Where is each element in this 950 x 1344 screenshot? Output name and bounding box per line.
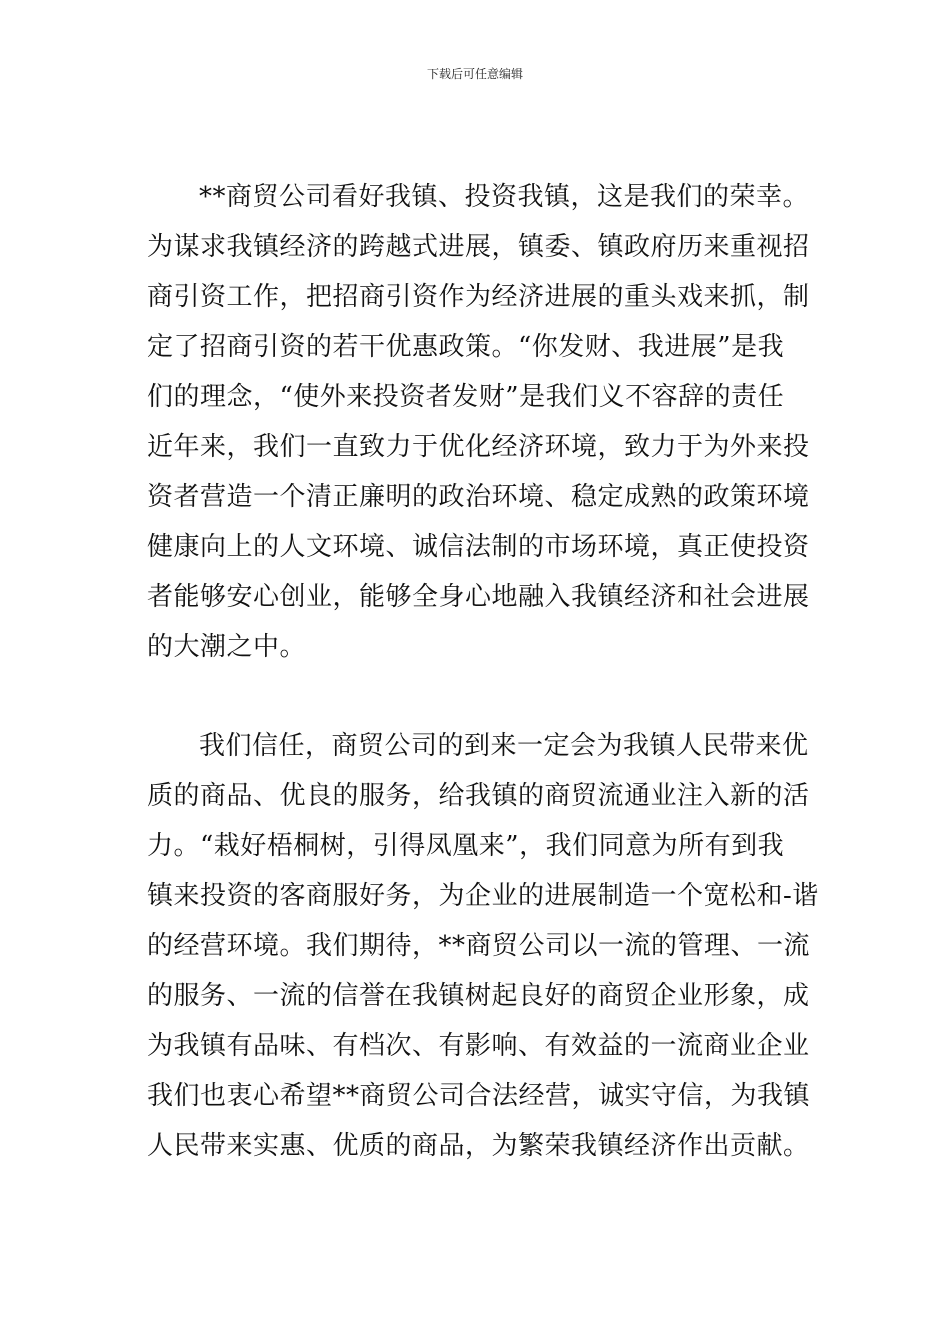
text-line: 我们信任，商贸公司的到来一定会为我镇人民带来优	[199, 731, 809, 761]
text-line: 为我镇有品味、有档次、有影响、有效益的一流商业企业	[147, 1031, 810, 1061]
text-line: 健康向上的人文环境、诚信法制的市场环境，真正使投资	[147, 532, 810, 562]
text-line: 镇来投资的客商服好务，为企业的进展制造一个宽松和-谐	[147, 881, 819, 911]
paragraph-2	[147, 721, 819, 1171]
text-line: 资者营造一个清正廉明的政治环境、稳定成熟的政策环境	[147, 482, 810, 512]
text-line: 人民带来实惠、优质的商品，为繁荣我镇经济作出贡献。	[147, 1131, 810, 1161]
text-line: 的服务、一流的信誉在我镇树起良好的商贸企业形象，成	[147, 981, 810, 1011]
text-line: 近年来，我们一直致力于优化经济环境，致力于为外来投	[147, 432, 810, 462]
text-line: 的大潮之中。	[147, 632, 307, 662]
paragraph-1	[147, 172, 810, 672]
text-line: 的经营环境。我们期待，**商贸公司以一流的管理、一流	[147, 931, 811, 961]
text-line: 定了招商引资的若干优惠政策。“你发财、我进展”是我	[147, 332, 785, 362]
text-line: 为谋求我镇经济的跨越式进展，镇委、镇政府历来重视招	[147, 232, 810, 262]
text-line: 们的理念，“使外来投资者发财”是我们义不容辞的责任	[147, 382, 785, 412]
page-header-note: 下载后可任意编辑	[426, 67, 523, 81]
text-line: 者能够安心创业，能够全身心地融入我镇经济和社会进展	[147, 582, 810, 612]
text-line: 力。“栽好梧桐树，引得凤凰来”，我们同意为所有到我	[147, 831, 785, 861]
text-line: 质的商品、优良的服务，给我镇的商贸流通业注入新的活	[147, 781, 810, 811]
text-line: **商贸公司看好我镇、投资我镇，这是我们的荣幸。	[199, 182, 810, 212]
text-line: 商引资工作，把招商引资作为经济进展的重头戏来抓，制	[147, 282, 810, 312]
text-line: 我们也衷心希望**商贸公司合法经营，诚实守信，为我镇	[147, 1081, 811, 1111]
